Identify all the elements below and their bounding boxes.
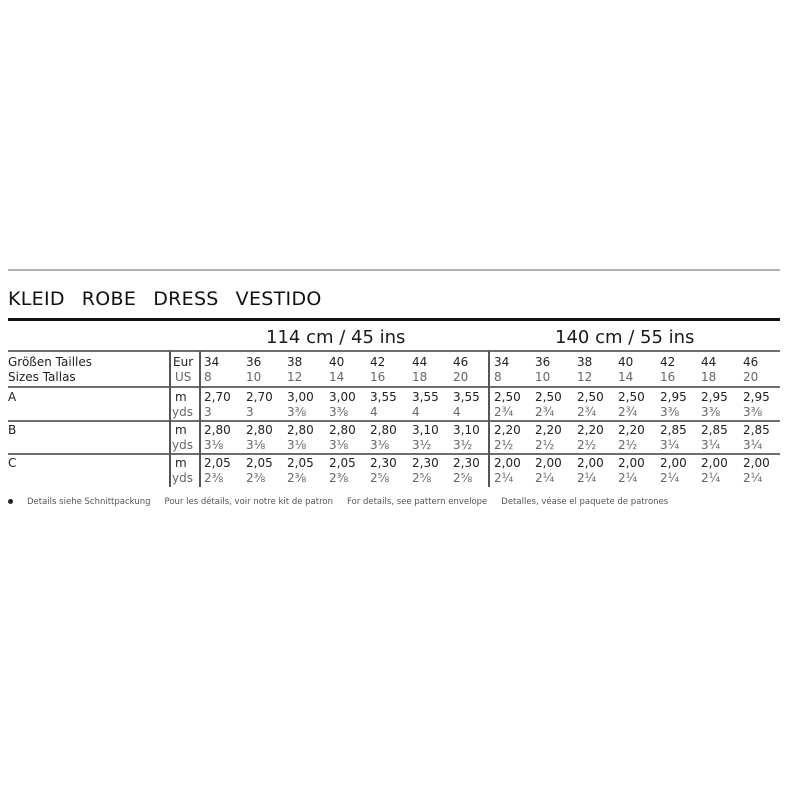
yardage-yds: 4 [453, 405, 461, 419]
yardage-yds: 2½ [494, 438, 514, 452]
yardage-m: 2,50 [494, 390, 521, 404]
yardage-yds: 2¾ [535, 405, 555, 419]
yardage-m: 2,50 [535, 390, 562, 404]
top-rule [8, 269, 780, 271]
size-eur: 38 [577, 355, 593, 369]
yardage-m: 2,85 [743, 423, 770, 437]
yardage-yds: 3⅛ [204, 438, 224, 452]
footer-note-spanish: Detalles, véase el paquete de patrones [501, 497, 669, 507]
yardage-m: 2,00 [743, 456, 770, 470]
yardage-m: 2,00 [660, 456, 687, 470]
yardage-m: 2,95 [660, 390, 687, 404]
yardage-m: 2,20 [535, 423, 562, 437]
yardage-yds: 3½ [453, 438, 473, 452]
header-label-sizes-en-es: Sizes Tallas [8, 370, 76, 384]
yardage-yds: 3½ [412, 438, 432, 452]
yardage-m: 2,00 [535, 456, 562, 470]
footer-note-german: Details siehe Schnittpackung [27, 497, 151, 507]
unit-m: m [175, 390, 187, 404]
size-us: 18 [412, 370, 428, 384]
size-eur: 34 [494, 355, 510, 369]
unit-yds: yds [172, 438, 193, 452]
yardage-yds: 3 [204, 405, 212, 419]
yardage-m: 2,30 [412, 456, 439, 470]
yardage-m: 2,20 [618, 423, 645, 437]
size-us: 8 [494, 370, 502, 384]
yardage-yds: 2½ [577, 438, 597, 452]
yardage-yds: 3⅛ [287, 438, 307, 452]
yardage-yds: 2¼ [618, 471, 638, 485]
yardage-yds: 4 [412, 405, 420, 419]
size-eur: 36 [246, 355, 262, 369]
size-us: 12 [287, 370, 303, 384]
yardage-m: 3,10 [453, 423, 480, 437]
size-column-divider [199, 351, 201, 487]
yardage-yds: 2¼ [743, 471, 763, 485]
yardage-m: 2,30 [370, 456, 397, 470]
size-eur: 40 [618, 355, 634, 369]
yardage-yds: 3¼ [743, 438, 763, 452]
view-label: C [8, 456, 17, 470]
yardage-yds: 2¼ [577, 471, 597, 485]
yardage-m: 2,85 [701, 423, 728, 437]
yardage-yds: 3¼ [701, 438, 721, 452]
yardage-yds: 2¾ [577, 405, 597, 419]
yardage-yds: 2¼ [494, 471, 514, 485]
title-german: KLEID [8, 288, 65, 310]
yardage-yds: 3¼ [660, 438, 680, 452]
yardage-m: 2,70 [246, 390, 273, 404]
bullet-icon [8, 499, 13, 504]
garment-title [8, 288, 339, 310]
yardage-m: 2,30 [453, 456, 480, 470]
unit-m: m [175, 423, 187, 437]
size-us: 10 [246, 370, 262, 384]
footer-notes [8, 497, 682, 507]
yardage-m: 2,50 [618, 390, 645, 404]
fabric-width-114: 114 cm / 45 ins [266, 327, 406, 348]
size-us: 18 [701, 370, 717, 384]
title-english: DRESS [153, 288, 219, 310]
yardage-m: 2,00 [618, 456, 645, 470]
yardage-yds: 2⅜ [329, 471, 349, 485]
yardage-m: 2,80 [329, 423, 356, 437]
title-spanish: VESTIDO [235, 288, 322, 310]
yardage-yds: 2¼ [660, 471, 680, 485]
yardage-yds: 3⅛ [370, 438, 390, 452]
yardage-m: 2,05 [246, 456, 273, 470]
yardage-yds: 2⅝ [453, 471, 473, 485]
yardage-yds: 2⅜ [204, 471, 224, 485]
yardage-m: 2,05 [204, 456, 231, 470]
yardage-m: 2,00 [577, 456, 604, 470]
yardage-m: 2,00 [494, 456, 521, 470]
title-rule [8, 318, 780, 321]
size-us: 20 [743, 370, 759, 384]
yardage-yds: 3⅜ [287, 405, 307, 419]
view-label: B [8, 423, 17, 437]
yardage-yds: 2½ [535, 438, 555, 452]
size-eur: 42 [660, 355, 676, 369]
size-us: 20 [453, 370, 469, 384]
size-us: 14 [618, 370, 634, 384]
unit-yds: yds [172, 405, 193, 419]
yardage-yds: 3⅛ [246, 438, 266, 452]
size-us: 10 [535, 370, 551, 384]
table-rule [8, 420, 780, 422]
yardage-m: 2,80 [246, 423, 273, 437]
header-label-sizes-de-fr: Größen Tailles [8, 355, 93, 369]
yardage-m: 2,80 [287, 423, 314, 437]
width-divider [488, 351, 490, 487]
yardage-yds: 3⅛ [329, 438, 349, 452]
yardage-yds: 4 [370, 405, 378, 419]
yardage-yds: 2⅝ [412, 471, 432, 485]
size-us: 12 [577, 370, 593, 384]
yardage-yds: 3⅜ [701, 405, 721, 419]
size-eur: 34 [204, 355, 220, 369]
yardage-yds: 2¼ [701, 471, 721, 485]
yardage-yds: 2¾ [618, 405, 638, 419]
size-eur: 42 [370, 355, 386, 369]
yardage-m: 2,70 [204, 390, 231, 404]
yardage-m: 2,20 [494, 423, 521, 437]
size-us: 16 [370, 370, 386, 384]
yardage-yds: 2⅜ [287, 471, 307, 485]
unit-m: m [175, 456, 187, 470]
yardage-m: 3,55 [453, 390, 480, 404]
yardage-m: 2,95 [743, 390, 770, 404]
unit-yds: yds [172, 471, 193, 485]
size-us: 8 [204, 370, 212, 384]
size-eur: 40 [329, 355, 345, 369]
yardage-yds: 2¾ [494, 405, 514, 419]
yardage-yds: 3 [246, 405, 254, 419]
yardage-m: 2,80 [204, 423, 231, 437]
yardage-m: 3,55 [370, 390, 397, 404]
yardage-yds: 3⅜ [660, 405, 680, 419]
yardage-m: 2,05 [287, 456, 314, 470]
yardage-m: 3,10 [412, 423, 439, 437]
yardage-m: 3,55 [412, 390, 439, 404]
yardage-m: 2,00 [701, 456, 728, 470]
view-label: A [8, 390, 17, 404]
title-french: ROBE [81, 288, 137, 310]
size-eur: 46 [743, 355, 759, 369]
yardage-m: 2,20 [577, 423, 604, 437]
yardage-yds: 2¼ [535, 471, 555, 485]
yardage-yds: 3⅜ [329, 405, 349, 419]
yardage-m: 3,00 [329, 390, 356, 404]
table-rule [8, 350, 780, 352]
footer-note-english: For details, see pattern envelope [346, 497, 488, 507]
yardage-m: 2,95 [701, 390, 728, 404]
size-us: 16 [660, 370, 676, 384]
fabric-width-140: 140 cm / 55 ins [555, 327, 695, 348]
table-rule [8, 453, 780, 455]
footer-note-french: Pour les détails, voir notre kit de patron [164, 497, 333, 507]
header-us: US [175, 370, 192, 384]
yardage-m: 2,80 [370, 423, 397, 437]
yardage-m: 2,50 [577, 390, 604, 404]
yardage-yds: 2½ [618, 438, 638, 452]
yardage-m: 2,85 [660, 423, 687, 437]
yardage-m: 3,00 [287, 390, 314, 404]
yardage-m: 2,05 [329, 456, 356, 470]
size-eur: 44 [701, 355, 717, 369]
yardage-yds: 2⅜ [246, 471, 266, 485]
size-us: 14 [329, 370, 345, 384]
unit-column-divider [169, 351, 171, 487]
size-eur: 36 [535, 355, 551, 369]
size-eur: 44 [412, 355, 428, 369]
header-eur: Eur [173, 355, 194, 369]
yardage-yds: 3⅜ [743, 405, 763, 419]
size-eur: 46 [453, 355, 469, 369]
yardage-yds: 2⅝ [370, 471, 390, 485]
size-eur: 38 [287, 355, 303, 369]
table-rule [8, 386, 780, 388]
